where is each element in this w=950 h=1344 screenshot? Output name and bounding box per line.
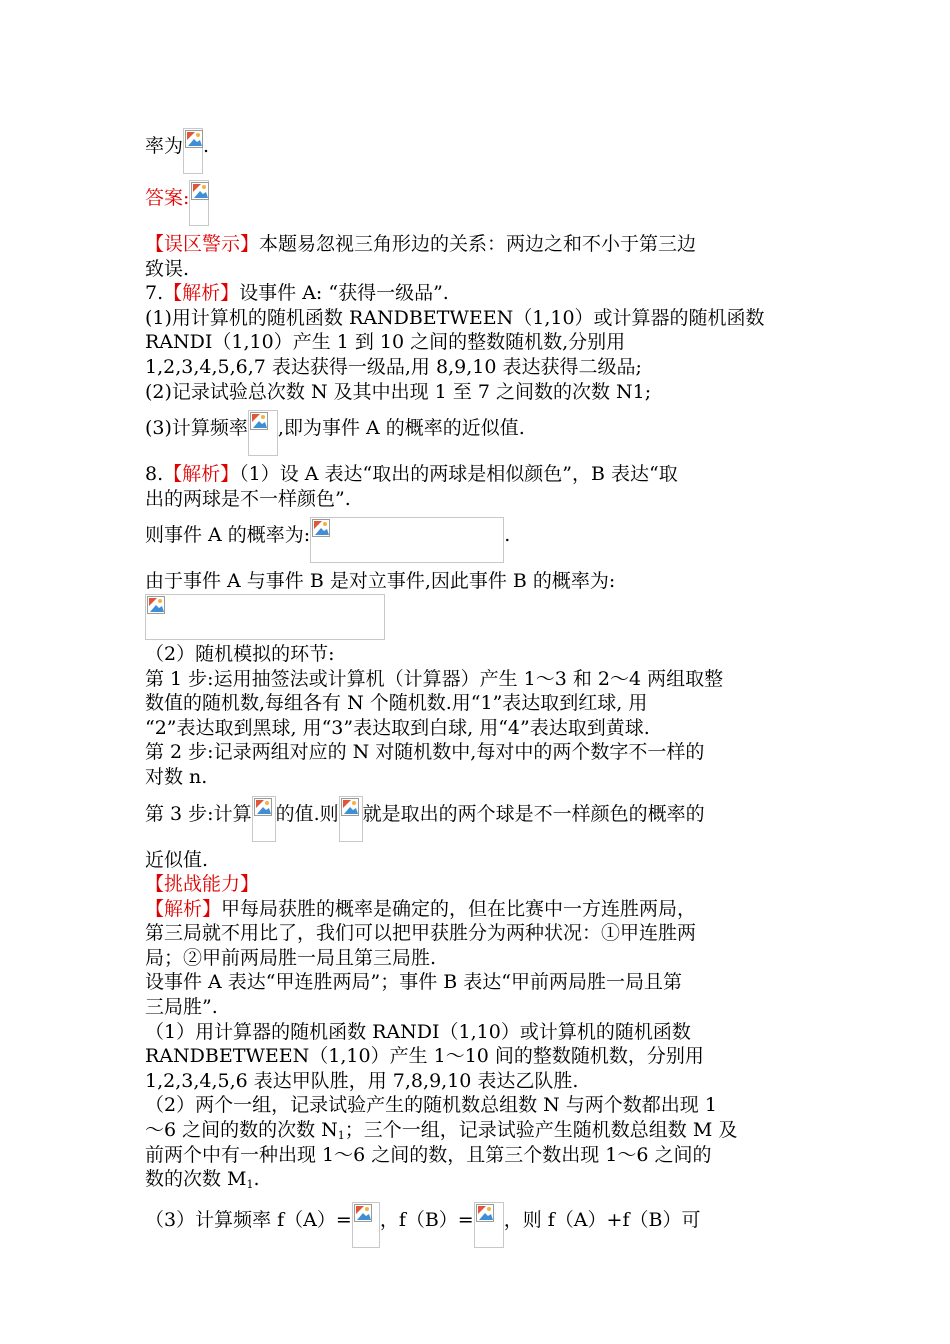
text: . [203, 135, 210, 157]
broken-image-icon [185, 130, 203, 148]
text-line: (1)用计算机的随机函数 RANDBETWEEN（1,10）或计算器的随机函数 [145, 306, 765, 329]
text-line: 数值的随机数,每组各有 N 个随机数.用“1”表达取到红球, 用 [145, 692, 648, 715]
broken-image-icon [476, 1204, 494, 1222]
text-line: 第 1 步:运用抽签法或计算机（计算器）产生 1～3 和 2～4 两组取整 [145, 667, 724, 690]
item-number: 7. [145, 282, 164, 305]
text: ,即为事件 A 的概率的近似值. [277, 417, 525, 440]
text-line [145, 281, 815, 306]
text: 第 3 步:计算 [145, 802, 252, 825]
text: 率为 [145, 135, 184, 157]
text: 数的次数 M [145, 1168, 247, 1191]
text-line: 1,2,3,4,5,6,7 表达获得一级品,用 8,9,10 表达获得二级品; [145, 355, 642, 378]
text-line [145, 128, 815, 174]
text-line: RANDBETWEEN（1,10）产生 1～10 间的整数随机数，分别用 [145, 1045, 704, 1068]
formula-image-placeholder [248, 410, 278, 456]
formula-line [145, 594, 815, 642]
broken-image-icon [191, 182, 209, 200]
text: 设事件 A: “获得一级品”. [239, 282, 449, 305]
text: 的值.则 [275, 802, 339, 825]
text-line: 致误. [145, 257, 190, 280]
broken-image-icon [254, 798, 272, 816]
text-line [145, 1118, 815, 1143]
text: 甲每局获胜的概率是确定的，但在比赛中一方连胜两局， [221, 897, 697, 920]
formula-image-placeholder [474, 1202, 504, 1248]
text-line: 第三局就不用比了，我们可以把甲获胜分为两种状况：①甲连胜两 [145, 922, 697, 945]
text: （1）设 A 表达“取出的两球是相似颜色”，B 表达“取 [239, 463, 678, 486]
section-heading: 【挑战能力】 [145, 873, 260, 896]
broken-image-icon [250, 412, 268, 430]
broken-image-icon [341, 798, 359, 816]
text-line [145, 897, 815, 922]
text-line [145, 517, 815, 563]
text-line: 局；②甲前两局胜一局且第三局胜. [145, 946, 437, 969]
text: 本题易忽视三角形边的关系：两边之和不小于第三边 [259, 233, 697, 255]
formula-image-placeholder [145, 594, 385, 640]
text-line: 对数 n. [145, 765, 208, 788]
answer-line [145, 180, 815, 226]
item-number: 8. [145, 463, 164, 486]
text-line: 1,2,3,4,5,6 表达甲队胜，用 7,8,9,10 表达乙队胜. [145, 1069, 579, 1092]
text: ～6 之间的数的次数 N [145, 1119, 338, 1142]
formula-image-placeholder [352, 1202, 380, 1248]
text-line: 三局胜”. [145, 996, 218, 1019]
text-line [145, 462, 815, 487]
subscript: 1 [337, 1129, 345, 1143]
text-line: “2”表达取到黑球, 用“3”表达取到白球, 用“4”表达取到黄球. [145, 716, 650, 739]
answer-label: 答案: [145, 187, 190, 209]
section-label: 【解析】 [163, 282, 240, 305]
text: ，f（B）= [379, 1208, 474, 1231]
text-line: 前两个中有一种出现 1～6 之间的数，且第三个数出现 1～6 之间的 [145, 1143, 712, 1166]
text: (3)计算频率 [145, 417, 248, 440]
text-line [145, 1167, 815, 1192]
text: . [253, 1168, 260, 1191]
broken-image-icon [354, 1204, 372, 1222]
formula-image-placeholder [310, 517, 504, 563]
text: 则事件 A 的概率为: [145, 524, 311, 547]
section-label: 【解析】 [163, 463, 240, 486]
text: . [504, 524, 511, 547]
text: ，则 f（A）+f（B）可 [503, 1208, 701, 1231]
text-line: 设事件 A 表达“甲连胜两局”；事件 B 表达“甲前两局胜一局且第 [145, 971, 682, 994]
text-line [145, 796, 815, 842]
text: ；三个一组，记录试验产生随机数总组数 M 及 [344, 1119, 738, 1142]
text-line: RANDI（1,10）产生 1 到 10 之间的整数随机数,分别用 [145, 331, 626, 354]
text: 就是取出的两个球是不一样颜色的概率的 [362, 802, 705, 825]
text-line [145, 232, 815, 257]
section-label: 【解析】 [145, 897, 222, 920]
document-page [145, 128, 815, 1248]
text-line: 近似值. [145, 848, 209, 871]
broken-image-icon [312, 519, 330, 537]
section-label: 【误区警示】 [145, 233, 260, 255]
text-line: （2）随机模拟的环节: [145, 642, 335, 665]
formula-image-placeholder [183, 128, 203, 174]
subscript: 1 [246, 1178, 254, 1192]
text-line [145, 410, 815, 456]
formula-image-placeholder [339, 796, 363, 842]
text: （3）计算频率 f（A）= [145, 1208, 352, 1231]
text-line: 出的两球是不一样颜色”. [145, 487, 351, 510]
text-line [145, 1202, 815, 1248]
text-line: （2）两个一组，记录试验产生的随机数总组数 N 与两个数都出现 1 [145, 1094, 717, 1117]
broken-image-icon [147, 596, 165, 614]
text-line: 由于事件 A 与事件 B 是对立事件,因此事件 B 的概率为: [145, 570, 616, 593]
formula-image-placeholder [189, 180, 209, 226]
text-line: 第 2 步:记录两组对应的 N 对随机数中,每对中的两个数字不一样的 [145, 741, 705, 764]
formula-image-placeholder [252, 796, 276, 842]
text-line: （1）用计算器的随机函数 RANDI（1,10）或计算机的随机函数 [145, 1020, 691, 1043]
text-line: (2)记录试验总次数 N 及其中出现 1 至 7 之间数的次数 N1; [145, 380, 652, 403]
